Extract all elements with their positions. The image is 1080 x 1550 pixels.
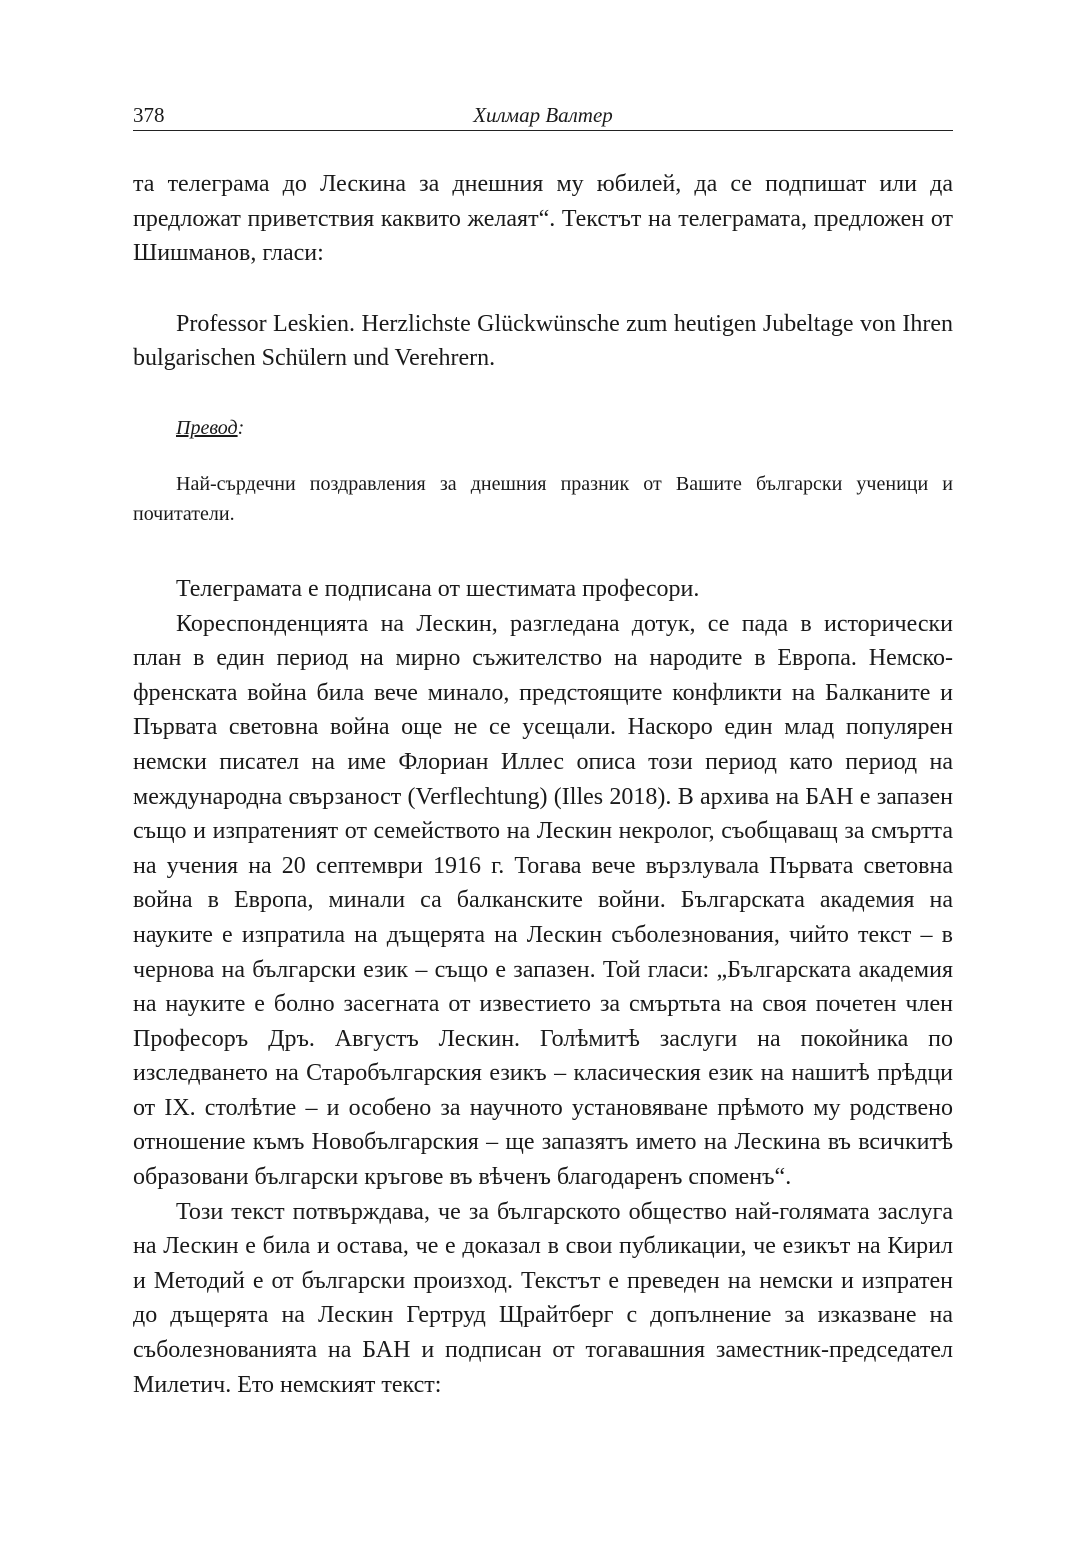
paragraph-continued: та телеграма до Лескина за днешния му юбилей, да се подпишат или да предложат приветствия каквито желаят“. Текстът на телеграмата, предложен от Шишманов, гласи:: [133, 171, 953, 267]
running-title: Хилмар Валтер: [473, 103, 613, 127]
paragraph-confirmation: Този текст потвърждава, че за българското общество най-голямата заслуга на Лескин е била и остава, че е доказал в свои публикации, че езикът на Кирил и Методий е от български произход. Текстът е преведен на немски и изпратен до дъщерята на Лескин Гертруд Щрайтберг с допълнение за изказване на съболезнованията на БАН и подписан от тогавашния заместник-председател Милетич. Ето немският текст:: [133, 1198, 953, 1398]
body-text: [133, 167, 953, 1402]
paragraph-signed: Телеграмата е подписана от шестимата професори.: [176, 575, 700, 602]
telegram-german-text: Professor Leskien. Herzlichste Glückwünsche zum heutigen Jubeltage von Ihren bulgarischen Schülern und Verehrern.: [133, 310, 953, 372]
running-head: [133, 100, 953, 131]
translation-text: Най-сърдечни поздравления за днешния празник от Вашите български ученици и почитатели.: [133, 472, 953, 525]
book-page: [133, 100, 953, 1402]
translation-label-colon: :: [237, 416, 245, 439]
translation-label-text: Превод: [176, 416, 238, 439]
translation-label: [133, 414, 953, 442]
page-number: 378: [133, 103, 165, 127]
paragraph-correspondence: Кореспонденцията на Лескин, разгледана дотук, се пада в исторически план в един период на мирно съжителство на народите в Европа. Немско-френската война била вече минало, предстоящите конфликти на Балканите и Първата световна война още не се усещали. Наскоро един млад популярен немски писател на име Флориан Иллес описа този период като период на международна свързаност (Verflechtung) (Illes 2018). В архива на БАН е запазен също и изпратеният от семейството на Лескин некролог, съобщаващ за смъртта на учения на 20 септември 1916 г. Тогава вече вързлувала Първата световна война в Европа, минали са балканските войни. Българската академия на науките е изпратила на дъщерята на Лескин съболезнования, чийто текст – в чернова на български език – също е запазен. Той гласи: „Българската академия на науките е болно засегната от известието за смъртьта на своя почетен член Професоръ Дръ. Августъ Лескин. Голѣмитѣ заслуги на покойника по изследването на Старобългарския езикъ – класическия език на нашитѣ прѣдци от IX. столѣтие – и особено за научното установяване прѣмото му родствено отношение къмъ Новобългарския – ще запазятъ името на Лескина въ всичкитѣ образовани български кръгове въ вѣченъ благодаренъ споменъ“.: [133, 610, 953, 1191]
